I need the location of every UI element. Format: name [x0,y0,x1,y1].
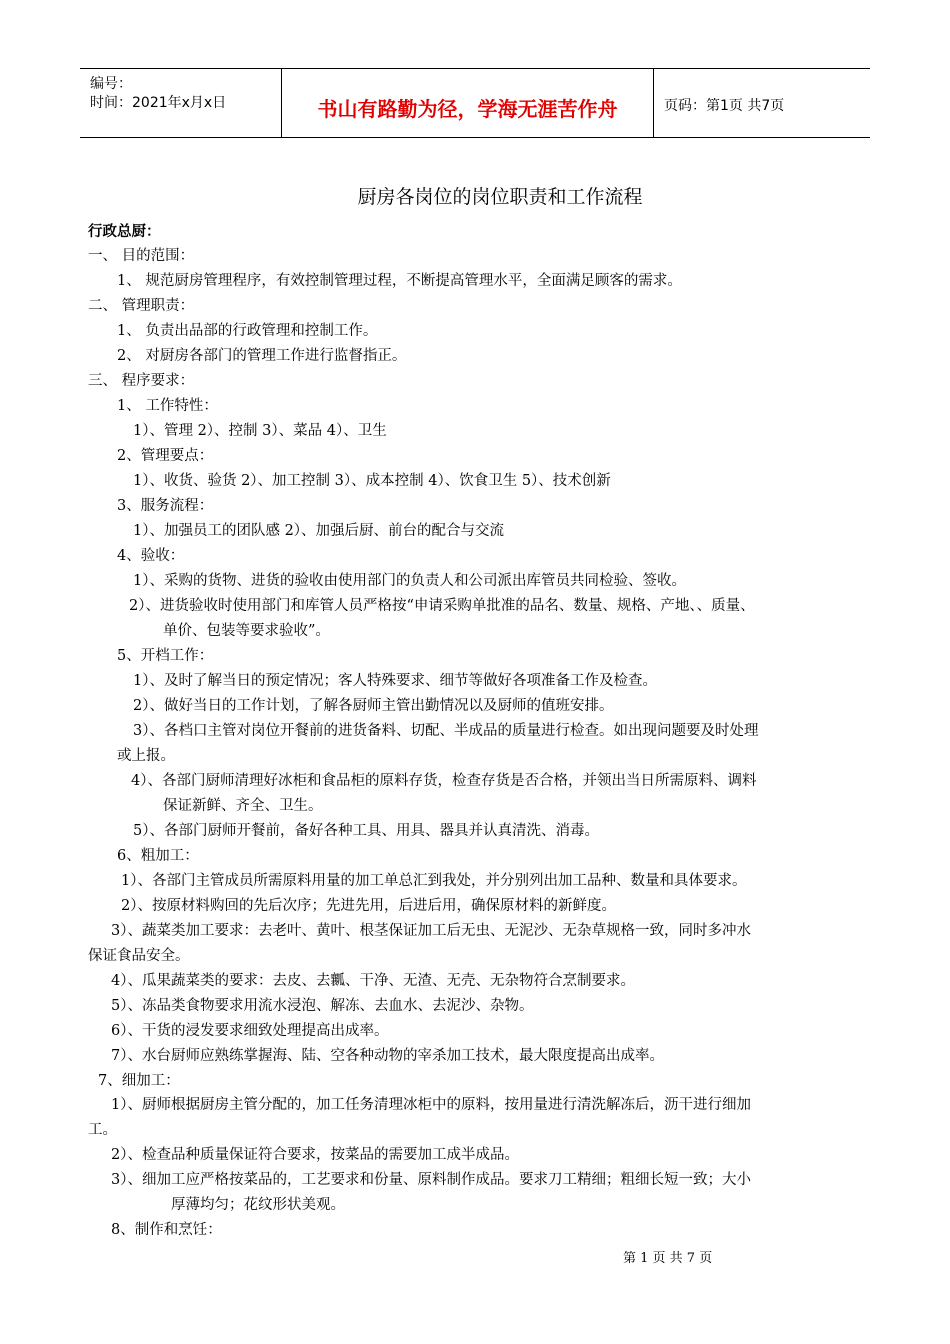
text-line: 2、 对厨房各部门的管理工作进行监督指正。 [117,348,407,364]
text-line: 7、细加工： [98,1073,180,1089]
text-line: 4、验收： [117,548,185,564]
text-line: 保证食品安全。 [88,948,190,964]
text-line: 4）、各部门厨师清理好冰柜和食品柜的原料存货，检查存货是否合格，并领出当日所需原料、调料 [131,773,757,789]
text-line: 1）、收货、验货 2）、加工控制 3）、成本控制 4）、饮食卫生 5）、技术创新 [133,473,611,489]
text-line: 2、管理要点： [117,448,214,464]
text-line: 单价、包装等要求验收”。 [163,623,330,639]
text-line: 5）、各部门厨师开餐前，备好各种工具、用具、器具并认真清洗、消毒。 [133,823,599,839]
text-line: 2）、做好当日的工作计划，了解各厨师主管出勤情况以及厨师的值班安排。 [133,698,614,714]
page-header [80,68,870,138]
text-line: 3）、细加工应严格按菜品的，工艺要求和份量、原料制作成品。要求刀工精细；粗细长短一致；大小 [111,1172,751,1188]
text-line: 工。 [88,1122,117,1138]
page-footer: 第 1 页 共 7 页 [623,1251,713,1266]
text-line: 1）、管理 2）、控制 3）、菜品 4）、卫生 [133,423,387,439]
section-heading: 行政总厨： [88,223,161,240]
text-line: 二、 管理职责： [88,298,195,314]
text-line: 1、 规范厨房管理程序，有效控制管理过程，不断提高管理水平，全面满足顾客的需求。 [117,273,682,289]
text-line: 5、开档工作： [117,648,214,664]
text-line: 5）、冻品类食物要求用流水浸泡、解冻、去血水、去泥沙、杂物。 [111,998,534,1014]
text-line: 2）、进货验收时使用部门和库管人员严格按“申请采购单批准的品名、数量、规格、产地、、质量、 [129,598,755,614]
document-title [0,182,950,209]
header-page-cell [654,69,870,137]
text-line: 8、制作和烹饪： [111,1222,222,1238]
text-line: 2）、按原材料购回的先后次序；先进先用，后进后用，确保原材料的新鲜度。 [121,898,616,914]
text-line: 6、粗加工： [117,848,199,864]
text-line: 或上报。 [117,748,175,764]
document-number-label: 编号： [90,76,132,92]
header-motto-cell [282,69,654,137]
text-line: 3、服务流程： [117,498,214,514]
text-line: 保证新鲜、齐全、卫生。 [163,798,323,814]
text-line: 3）、蔬菜类加工要求：去老叶、黄叶、根茎保证加工后无虫、无泥沙、无杂草规格一致，同时多冲水 [111,923,751,939]
text-line: 4）、瓜果蔬菜类的要求：去皮、去瓤、干净、无渣、无壳、无杂物符合烹制要求。 [111,973,635,989]
header-motto: 书山有路勤为径，学海无涯苦作舟 [317,97,618,121]
document-date-label: 时间：2021年x月x日 [90,95,227,111]
text-line: 1、 工作特性： [117,398,218,414]
text-line: 1）、及时了解当日的预定情况；客人特殊要求、细节等做好各项准备工作及检查。 [133,673,657,689]
header-info-cell [80,69,282,137]
text-line: 6）、干货的浸发要求细致处理提高出成率。 [111,1023,389,1039]
text-line: 7）、水台厨师应熟练掌握海、陆、空各种动物的宰杀加工技术，最大限度提高出成率。 [111,1048,664,1064]
text-line: 2）、检查品种质量保证符合要求，按菜品的需要加工成半成品。 [111,1147,519,1163]
text-line: 3）、各档口主管对岗位开餐前的进货备料、切配、半成品的质量进行检查。如出现问题要及时处理 [133,723,759,739]
text-line: 1、 负责出品部的行政管理和控制工作。 [117,323,378,339]
text-line: 1）、厨师根据厨房主管分配的，加工任务清理冰柜中的原料，按用量进行清洗解冻后，沥干进行细加 [111,1097,751,1113]
text-line: 1）、采购的货物、进货的验收由使用部门的负责人和公司派出库管员共同检验、签收。 [133,573,686,589]
header-page-number: 页码：第1页 共7页 [664,98,785,114]
text-line: 1）、各部门主管成员所需原料用量的加工单总汇到我处，并分别列出加工品种、数量和具体要求。 [121,873,747,889]
document-title-text: 厨房各岗位的岗位职责和工作流程 [357,186,643,208]
text-line: 一、 目的范围： [88,248,195,264]
text-line: 1）、加强员工的团队感 2）、加强后厨、前台的配合与交流 [133,523,505,539]
text-line: 厚薄均匀；花纹形状美观。 [171,1197,345,1213]
text-line: 三、 程序要求： [88,373,195,389]
